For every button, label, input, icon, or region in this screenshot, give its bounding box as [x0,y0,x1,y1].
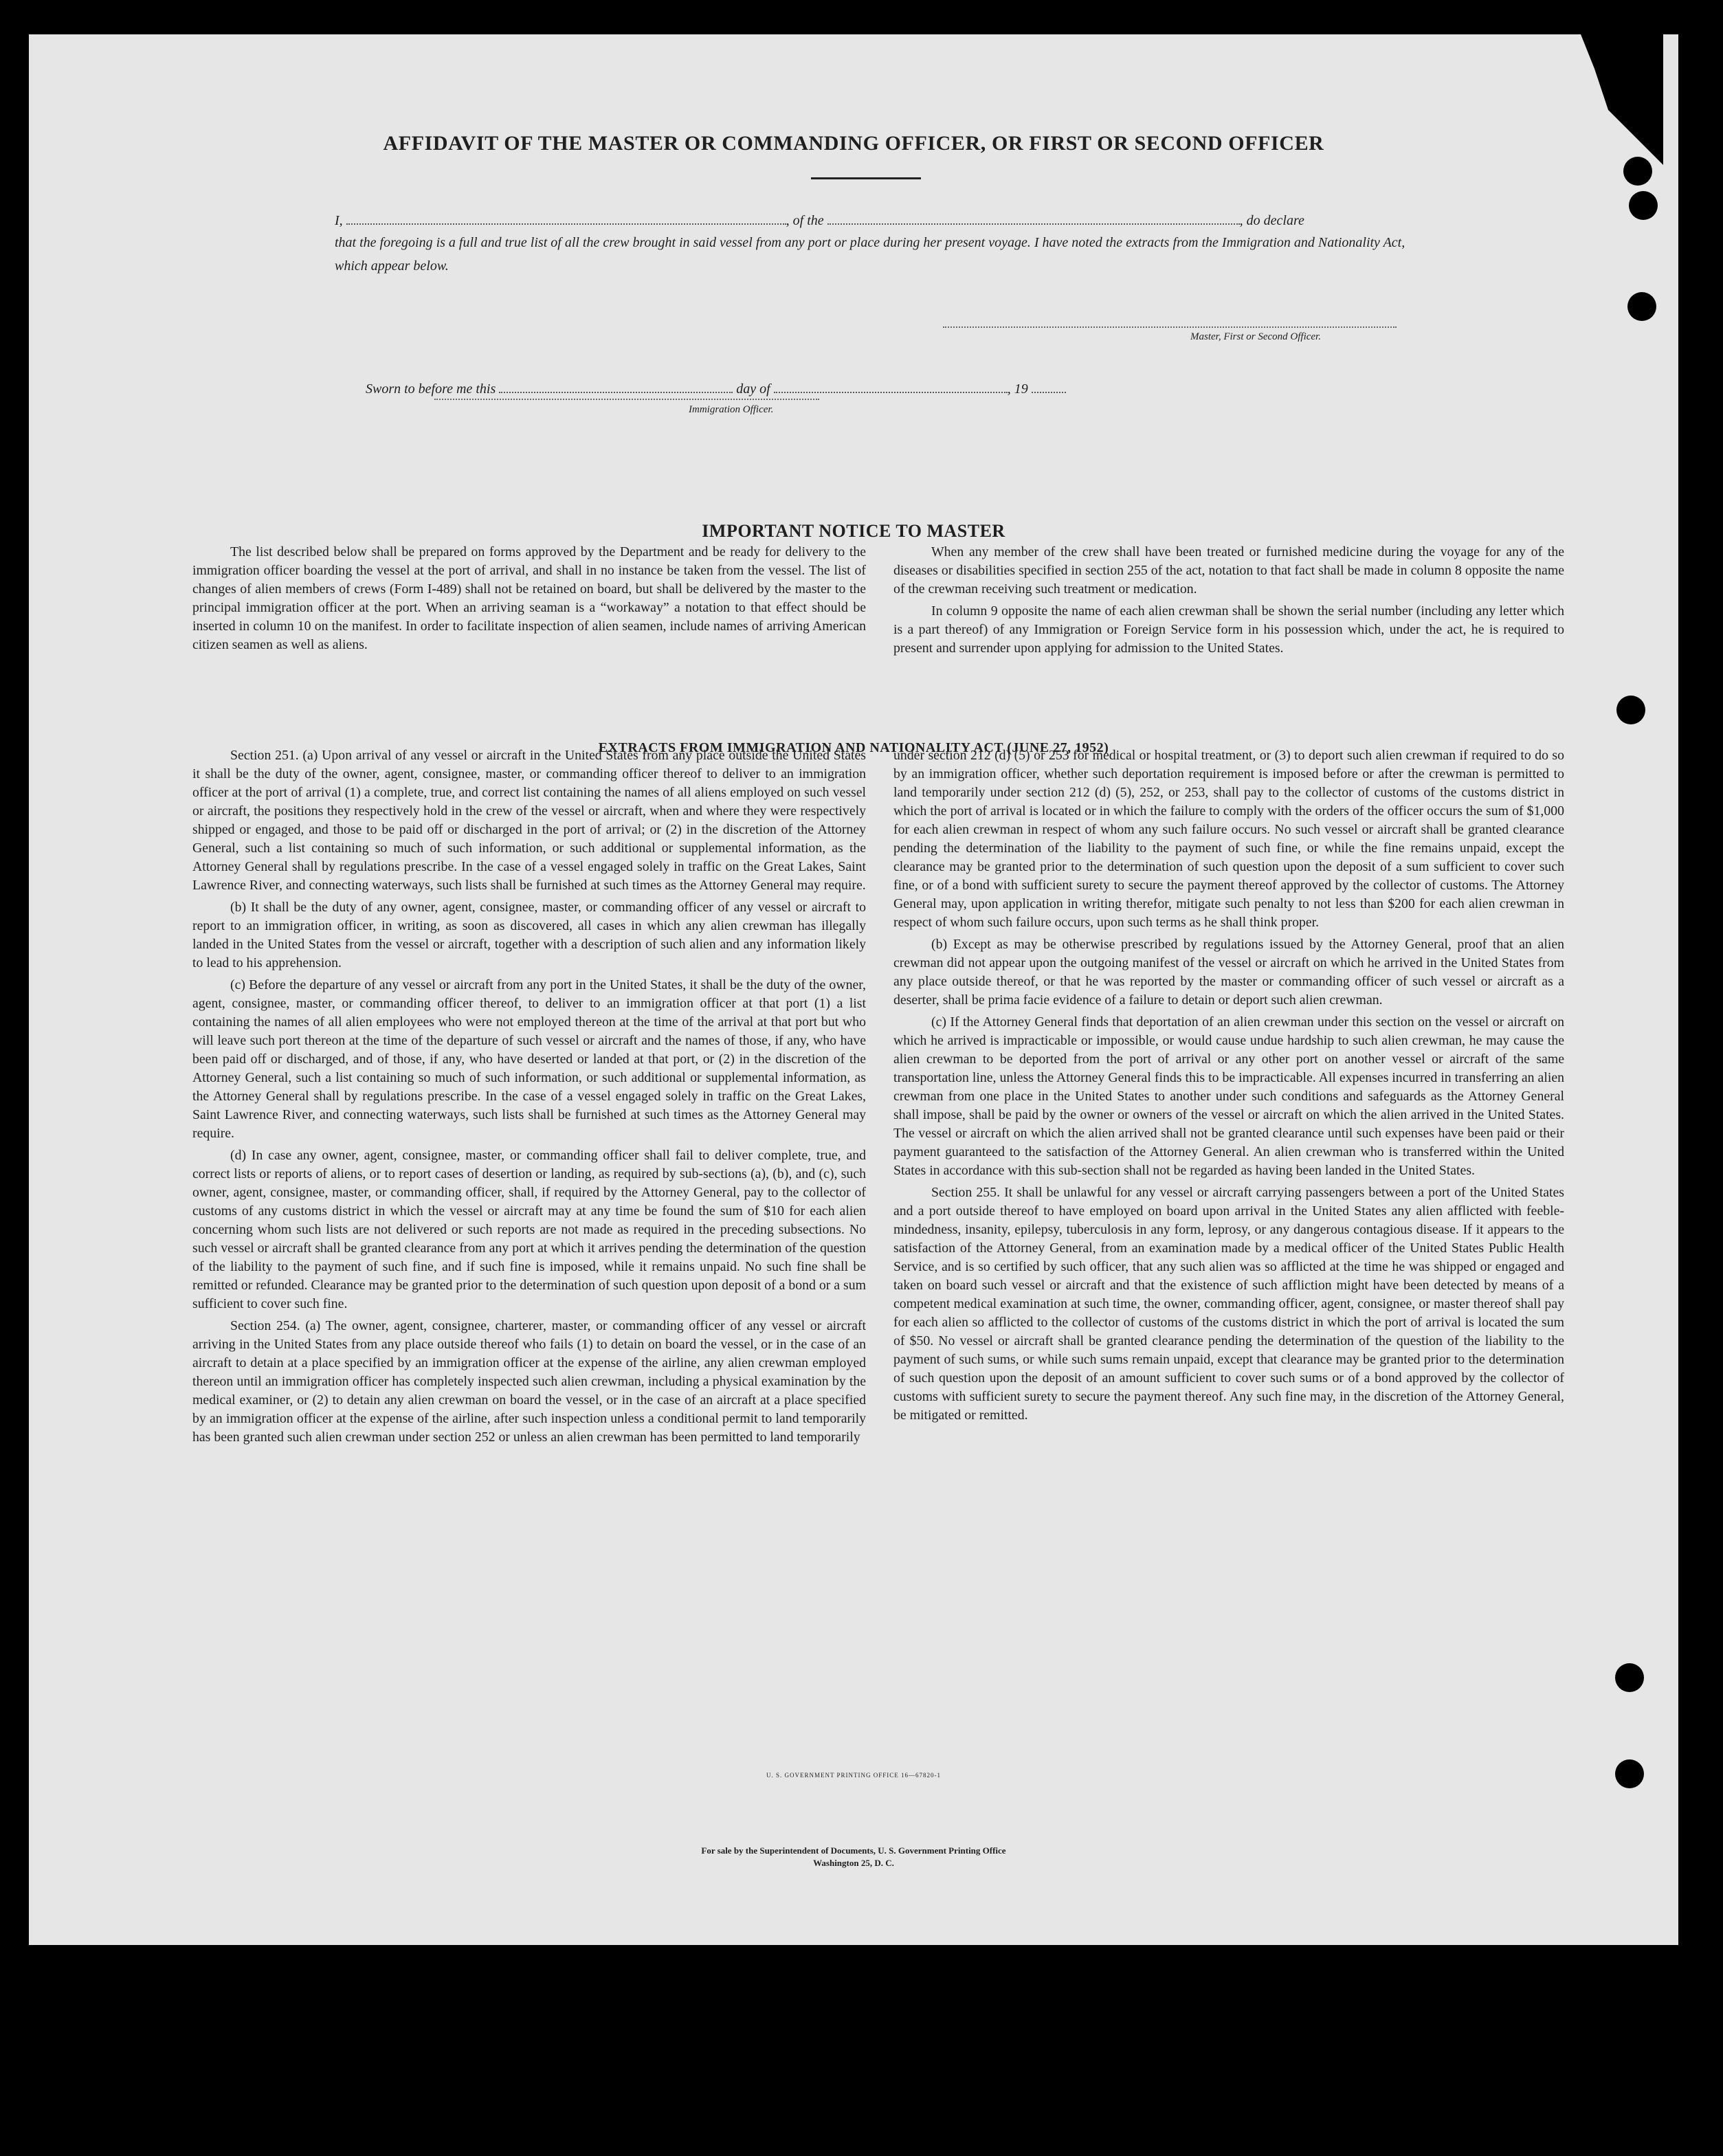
sworn-year-field[interactable] [1032,382,1066,393]
extracts-right-column [893,746,1564,1428]
binder-hole [1623,157,1652,186]
notice-heading: IMPORTANT NOTICE TO MASTER [702,521,1005,541]
notice-left-column [192,543,866,658]
of-the-label: , of the [786,213,824,228]
notice-right-column [893,543,1564,661]
master-signature-line[interactable] [943,326,1397,328]
document-page [29,34,1678,1945]
sworn-month-field[interactable] [774,382,1008,393]
affidavit-body: that the foregoing is a full and true list of all the crew brought in said vessel from any port or place during her present voyage. I have noted the extracts from the Immigration and Nationality Act, which appear below. [335,235,1405,274]
section-251-a: Section 251. (a) Upon arrival of any vessel or aircraft in the United States from any place outside the United States it shall be the duty of the owner, agent, consignee, master, or commanding officer thereof to deliver to an immigration officer at the port of arrival (1) a complete, true, and correct list containing the names of all aliens employed on such vessel or aircraft, the positions they respectively hold in the crew of the vessel or aircraft, when and where they were respectively shipped or engaged, and those to be paid off or discharged in the port of arrival; or (2) in the discretion of the Attorney General, such a list containing so much of such information, or such additional or supplemental information, as the Attorney General shall by regulations prescribe. In the case of a vessel engaged solely in traffic on the Great Lakes, Saint Lawrence River, and connecting waterways, such lists shall be furnished at such times as the Attorney General may require. [192,748,866,893]
binder-hole [1629,191,1658,220]
section-254-b: (b) Except as may be otherwise prescribed by regulations issued by the Attorney General, proof that an alien crewman did not appear upon the outgoing manifest of the vessel or aircraft on which he arrived in the United States from any place outside thereof, or that he was reported by the master or commanding officer of such vessel or aircraft as a deserter, shall be prima facie evidence of a failure to detain or deport such alien crewman. [893,937,1564,1008]
immigration-officer-label: Immigration Officer. [689,404,774,415]
document-title: AFFIDAVIT OF THE MASTER OR COMMANDING OFFICER, OR FIRST OR SECOND OFFICER [383,132,1324,155]
section-254-c: (c) If the Attorney General finds that deportation of an alien crewman under this section on the vessel or aircraft on which he arrived is impracticable or impossible, or would cause undue hardship to such alien crewman, he may cause the alien crewman to be deported from the port of arrival or any other port on another vessel or aircraft of the same transportation line, unless the Attorney General finds this to be impracticable. All expenses incurred in transferring an alien crewman from one place in the United States to another under such conditions and safeguards as the Attorney General shall impose, shall be paid by the owner or owners of the vessel or aircraft on which the alien arrived in the United States. The vessel or aircraft on which the alien arrived shall not be granted clearance until such expenses have been paid or their payment guaranteed to the satisfaction of the Attorney General. An alien crewman who is transferred within the United States in accordance with this sub-section shall not be regarded as having been landed in the United States. [893,1014,1564,1178]
sworn-day-field[interactable] [499,382,733,393]
binder-hole [1615,1759,1644,1788]
section-251-c: (c) Before the departure of any vessel or aircraft from any port in the United States, it shall be the duty of the owner, agent, consignee, master, or commanding officer thereof, to deliver to an immigration officer at that port (1) a list containing the names of all alien employees who were not employed thereon at the time of the arrival at that port but who will leave such port thereon at the time of the departure of such vessel or aircraft and the names of those, if any, who have been paid off or discharged, and of those, if any, who have deserted or landed at that port, or (2) in the discretion of the Attorney General, such a list containing so much of such information, or such additional or supplemental information, as the Attorney General shall by regulations prescribe. In the case of a vessel engaged solely in traffic on the Great Lakes, Saint Lawrence River, and connecting waterways, such lists shall be furnished at such times as the Attorney General may require. [192,977,866,1141]
sworn-label: Sworn to before me this [366,381,496,397]
section-254-a: Section 254. (a) The owner, agent, consignee, charterer, master, or commanding officer of any vessel or aircraft arriving in the United States from any place outside thereof who fails (1) to detain on board the vessel, or in the case of an aircraft to detain at a place specified by an immigration officer at the expense of the airline, any alien crewman employed thereon until an immigration officer has completely inspected such alien crewman, including a physical examination by the medical examiner, or (2) to detain any alien crewman on board the vessel, or in the case of an aircraft at a place specified by an immigration officer at the expense of the airline, after such inspection unless a conditional permit to land temporarily has been granted such alien crewman under section 252 or unless an alien crewman has been permitted to land temporarily [192,1318,866,1445]
immigration-officer-signature-line[interactable] [434,399,819,400]
sworn-line [366,381,1066,397]
section-254-a-continued: under section 212 (d) (5) or 253 for medical or hospital treatment, or (3) to deport such alien crewman if required to do so by an immigration officer, whether such deportation requirement is imposed before or after the crewman is permitted to land temporarily under section 212 (d) (5), 252, or 253, shall pay to the collector of customs of the customs district in which the port of arrival is located or in which the failure to comply with the orders of the officer occurs the sum of $1,000 for each alien crewman in respect of whom any such failure occurs. No such vessel or aircraft shall be granted clearance pending the determination of the liability to the payment of such fine, or while the fine remains unpaid, except the clearance may be granted prior to the determination of such question upon the deposit of a sum sufficient to cover such fine, or of a bond with sufficient surety to secure the payment thereof approved by the collector of customs. The Attorney General may, upon application in writing therefor, mitigate such penalty to not less than $200 for each alien crewman in respect of whom such failure occurs, upon such terms as he shall think proper. [893,748,1564,930]
i-label: I, [335,213,343,228]
binder-hole [1616,696,1645,724]
notice-left-paragraph: The list described below shall be prepared on forms approved by the Department and be ready for delivery to the immigration officer boarding the vessel at the port of arrival, and shall in no instance be taken from the vessel. The list of changes of alien members of crews (Form I-489) shall not be retained on board, but shall be delivered by the master to the principal immigration officer at the port. When an arriving seaman is a “workaway” a notation to that effect should be inserted in column 10 on the manifest. In order to facilitate inspection of alien seamen, include names of arriving American citizen seamen as well as aliens. [192,544,866,652]
sale-footer-line-1: For sale by the Superintendent of Documents, U. S. Government Printing Office [701,1845,1006,1856]
extracts-left-column [192,746,866,1450]
section-251-d: (d) In case any owner, agent, consignee, master, or commanding officer shall fail to deliver complete, true, and correct lists or reports of aliens, or to report cases of desertion or landing, as required by sub-sections (a), (b), and (c), such owner, agent, consignee, master, or commanding officer, shall, if required by the Attorney General, pay to the collector of customs of any customs district in which the vessel or aircraft may at any time be found the sum of $10 for each alien concerning whom such lists are not delivered or such reports are not made as required in the preceding subsections. No such vessel or aircraft shall be granted clearance from any port at which it arrives pending the determination of the question of the liability to the payment of such fine, and if such fine is imposed, while it remains unpaid. No such fine shall be remitted or refunded. Clearance may be granted prior to the determination of such question upon deposit of a bond or a sum sufficient to cover such fine. [192,1148,866,1311]
sale-footer [29,1845,1678,1869]
title-underline [811,177,921,179]
notice-right-paragraph: When any member of the crew shall have been treated or furnished medicine during the voyage for any of the diseases or disabilities specified in section 255 of the act, notation to that fact shall be made in column 8 opposite the name of the crewman receiving such treatment or medication. [893,544,1564,597]
torn-corner [1581,27,1663,165]
year-label: , 19 [1007,381,1028,397]
section-251-b: (b) It shall be the duty of any owner, agent, consignee, master, or commanding officer of any vessel or aircraft to report to an immigration officer, in writing, as soon as discovered, all cases in which any alien crewman has illegally landed in the United States from the vessel or aircraft, together with a description of such alien and any information likely to lead to his apprehension. [192,900,866,970]
sale-footer-line-2: Washington 25, D. C. [813,1858,894,1868]
section-255: Section 255. It shall be unlawful for any vessel or aircraft carrying passengers between a port of the United States and a port outside thereof to have employed on board upon arrival in the United States any alien afflicted with feeble-mindedness, insanity, epilepsy, tuberculosis in any form, leprosy, or any dangerous contagious disease. If it appears to the satisfaction of the Attorney General, from an examination made by a medical officer of the United States Public Health Service, and is so certified by such officer, that any such alien was so afflicted at the time he was shipped or engaged and taken on board such vessel or aircraft and that the existence of such affliction might have been detected by means of a competent medical examination at such time, the owner, commanding officer, agent, consignee, or master thereof shall pay for each alien so afflicted to the collector of customs of the customs district in which the port of arrival is located the sum of $50. No vessel or aircraft shall be granted clearance pending the determination of the question of the liability to the payment of such sums, or while such sums remain unpaid, except that clearance may be granted prior to the determination of such question upon the deposit of an amount sufficient to cover such sums or of a bond approved by the collector of customs with sufficient surety to secure the payment thereof. Any such fine may, in the discretion of the Attorney General, be mitigated or remitted. [893,1185,1564,1423]
day-of-label: day of [736,381,770,397]
vessel-field[interactable] [827,214,1240,225]
master-signature-label: Master, First or Second Officer. [1190,331,1321,342]
binder-hole [1615,1663,1644,1692]
binder-hole [1627,292,1656,321]
extracts-heading: EXTRACTS FROM IMMIGRATION AND NATIONALITY ACT (JUNE 27, 1952) [598,740,1109,755]
name-field[interactable] [346,214,786,225]
printer-line: U. S. GOVERNMENT PRINTING OFFICE 16—67820-1 [766,1772,942,1779]
affidavit-block [335,206,1427,278]
notice-right-paragraph: In column 9 opposite the name of each alien crewman shall be shown the serial number (including any letter which is a part thereof) of any Immigration or Foreign Service form in his possession which, under the act, he is required to present and surrender upon applying for admission to the United States. [893,603,1564,656]
do-declare-label: , do declare [1239,213,1304,228]
